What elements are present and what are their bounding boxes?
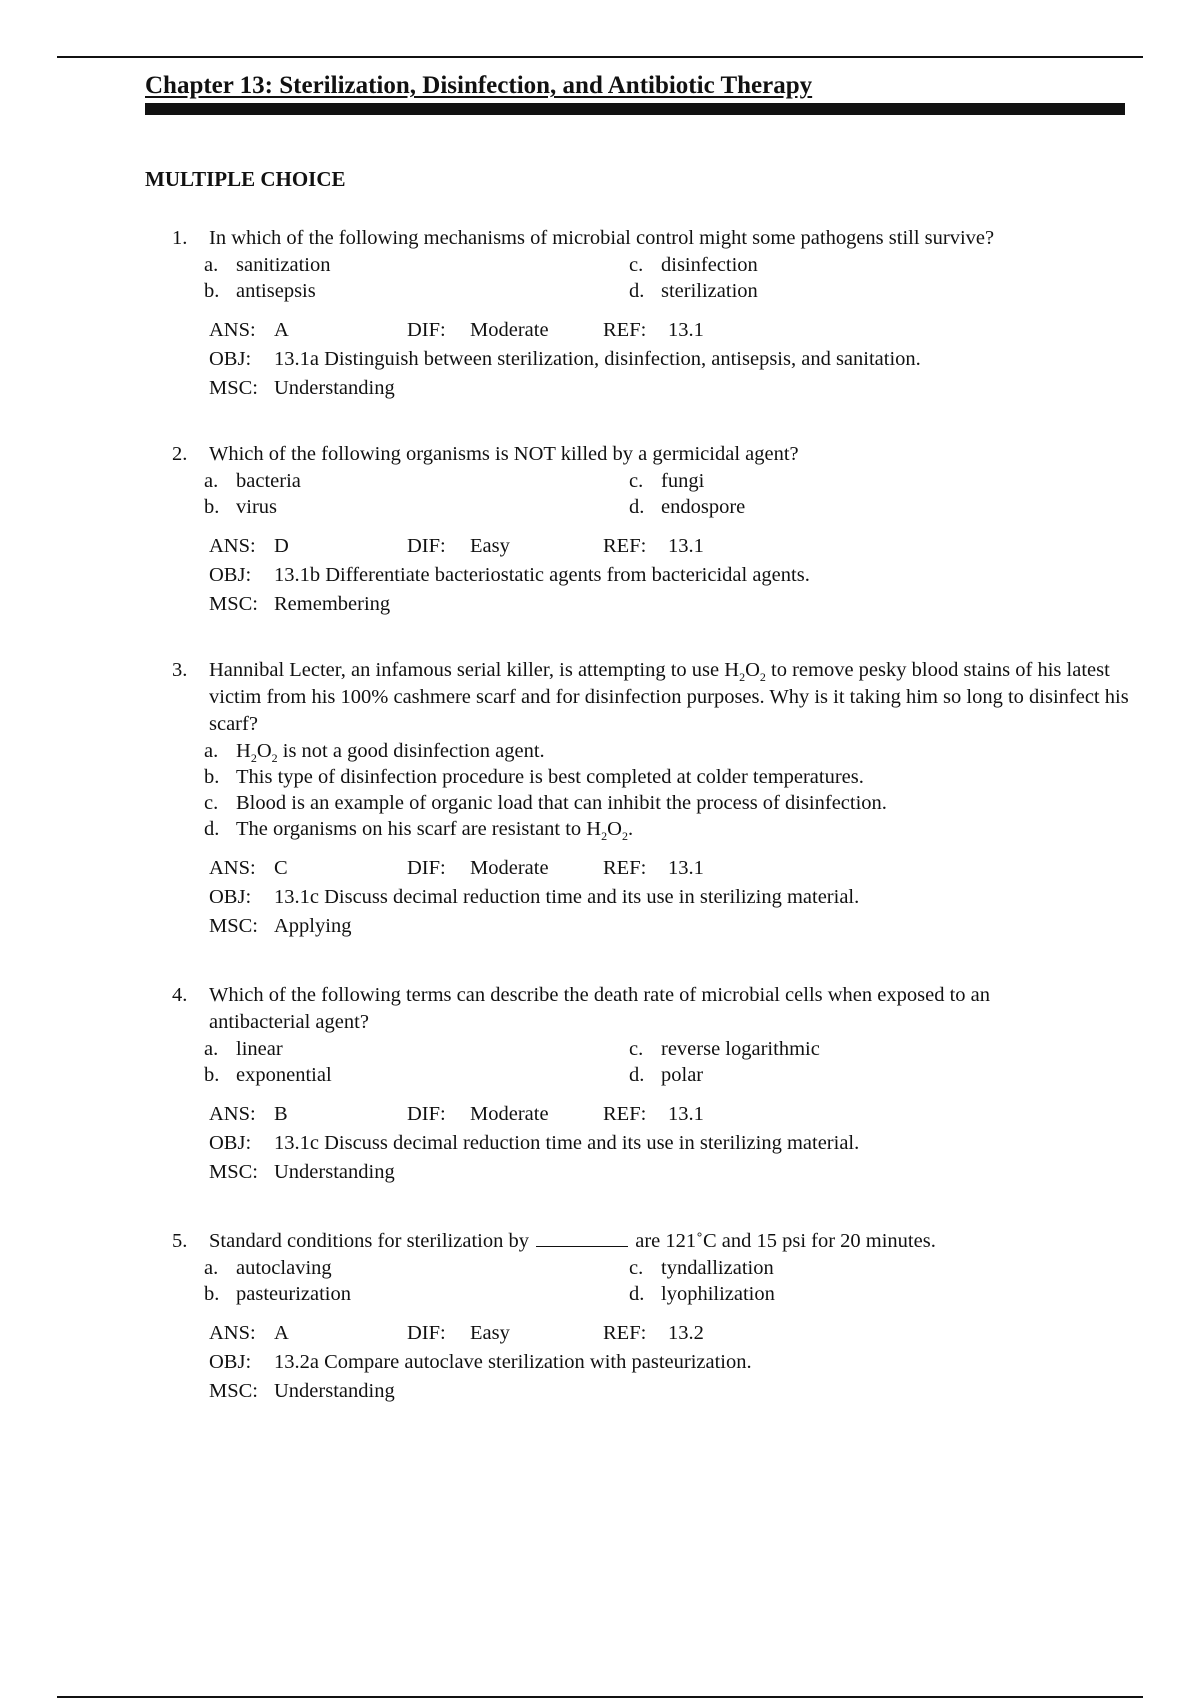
difficulty: Easy [470,535,510,557]
answer-metadata: ANS: C DIF: Moderate REF: 13.1 OBJ: 13.1c Discuss decimal reduction time and its use in sterilizing material. MSC: Applying [209,854,1132,941]
choice-c: c. Blood is an example of organic load that can inhibit the process of disinfection. [204,792,887,814]
choice-d: d. polar [629,1064,704,1086]
difficulty: Moderate [470,319,549,341]
question-1 [172,225,1132,403]
choice-b: b. virus [204,496,277,518]
answer-key: A [274,319,289,341]
question-text: Which of the following terms can describe the death rate of microbial cells when exposed to an antibacterial agent? [209,984,991,1033]
choice-a: a. bacteria [204,470,301,492]
answer-choices [204,468,1132,520]
question-text: In which of the following mechanisms of microbial control might some pathogens still survive? [209,227,995,249]
choice-d: d. lyophilization [629,1283,775,1305]
objective: 13.2a Compare autoclave sterilization with pasteurization. [274,1351,752,1373]
choice-a: a. sanitization [204,254,331,276]
choice-b: b. exponential [204,1064,332,1086]
objective: 13.1c Discuss decimal reduction time and its use in sterilizing material. [274,1132,860,1154]
question-5 [172,1228,1132,1406]
question-3 [172,657,1132,941]
choice-a: a. linear [204,1038,283,1060]
answer-choices [204,738,1132,842]
question-text: Standard conditions for sterilization by are 121˚C and 15 psi for 20 minutes. [209,1230,936,1252]
chapter-title: Chapter 13: Sterilization, Disinfection, and Antibiotic Therapy [145,72,813,99]
title-bar [145,103,1125,115]
msc-category: Applying [274,915,352,937]
top-rule [57,56,1143,58]
difficulty: Easy [470,1322,510,1344]
bottom-rule [57,1696,1143,1698]
question-number: 2. [172,443,188,465]
difficulty: Moderate [470,857,549,879]
msc-category: Understanding [274,1161,395,1183]
question-text: Which of the following organisms is NOT killed by a germicidal agent? [209,443,799,465]
answer-key: B [274,1103,288,1125]
objective: 13.1b Differentiate bacteriostatic agents from bactericidal agents. [274,564,810,586]
question-number: 4. [172,984,188,1006]
reference: 13.2 [668,1322,704,1344]
choice-b: b. This type of disinfection procedure is best completed at colder temperatures. [204,766,864,788]
objective: 13.1a Distinguish between sterilization, disinfection, antisepsis, and sanitation. [274,348,921,370]
choice-b: b. pasteurization [204,1283,351,1305]
choice-c: c. reverse logarithmic [629,1038,820,1060]
answer-key: A [274,1322,289,1344]
question-4 [172,982,1132,1187]
choice-b: b. antisepsis [204,280,316,302]
answer-metadata: ANS: D DIF: Easy REF: 13.1 OBJ: 13.1b Differentiate bacteriostatic agents from bactericidal agents. MSC: Remembering [209,532,1132,619]
question-2 [172,441,1132,619]
msc-category: Understanding [274,1380,395,1402]
choice-c: c. tyndallization [629,1257,774,1279]
question-number: 3. [172,659,188,681]
difficulty: Moderate [470,1103,549,1125]
answer-metadata: ANS: A DIF: Moderate REF: 13.1 OBJ: 13.1a Distinguish between sterilization, disinfection, antisepsis, and sanitation. MSC: Understanding [209,316,1132,403]
choice-a: a. $H_2O_2$ is not a good disinfection agent. [204,740,545,766]
objective: 13.1c Discuss decimal reduction time and its use in sterilizing material. [274,886,860,908]
question-number: 1. [172,227,188,249]
reference: 13.1 [668,319,704,341]
choice-d: d. The organisms on his scarf are resistant to $H_2O_2$. [204,818,634,844]
answer-metadata: ANS: A DIF: Easy REF: 13.2 OBJ: 13.2a Compare autoclave sterilization with pasteurization. MSC: Understanding [209,1319,1132,1406]
answer-choices [204,1036,1132,1088]
answer-key: C [274,857,288,879]
reference: 13.1 [668,535,704,557]
answer-choices [204,252,1132,304]
fill-in-blank [536,1228,628,1247]
msc-category: Remembering [274,593,391,615]
question-text: Hannibal Lecter, an infamous serial killer, is attempting to use $H_2O_2$ to remove pesky blood stains of his latest victim from his 100% cashmere scarf and for disinfection purposes. Why is it taking him so long to disinfect his scarf? [209,659,1129,735]
choice-c: c. disinfection [629,254,758,276]
choice-c: c. fungi [629,470,705,492]
choice-d: d. sterilization [629,280,758,302]
msc-category: Understanding [274,377,395,399]
answer-metadata: ANS: B DIF: Moderate REF: 13.1 OBJ: 13.1c Discuss decimal reduction time and its use in sterilizing material. MSC: Understanding [209,1100,1132,1187]
choice-a: a. autoclaving [204,1257,332,1279]
choice-d: d. endospore [629,496,746,518]
reference: 13.1 [668,857,704,879]
question-number: 5. [172,1230,188,1252]
reference: 13.1 [668,1103,704,1125]
section-heading: MULTIPLE CHOICE [145,167,346,191]
answer-key: D [274,535,289,557]
answer-choices [204,1255,1132,1307]
